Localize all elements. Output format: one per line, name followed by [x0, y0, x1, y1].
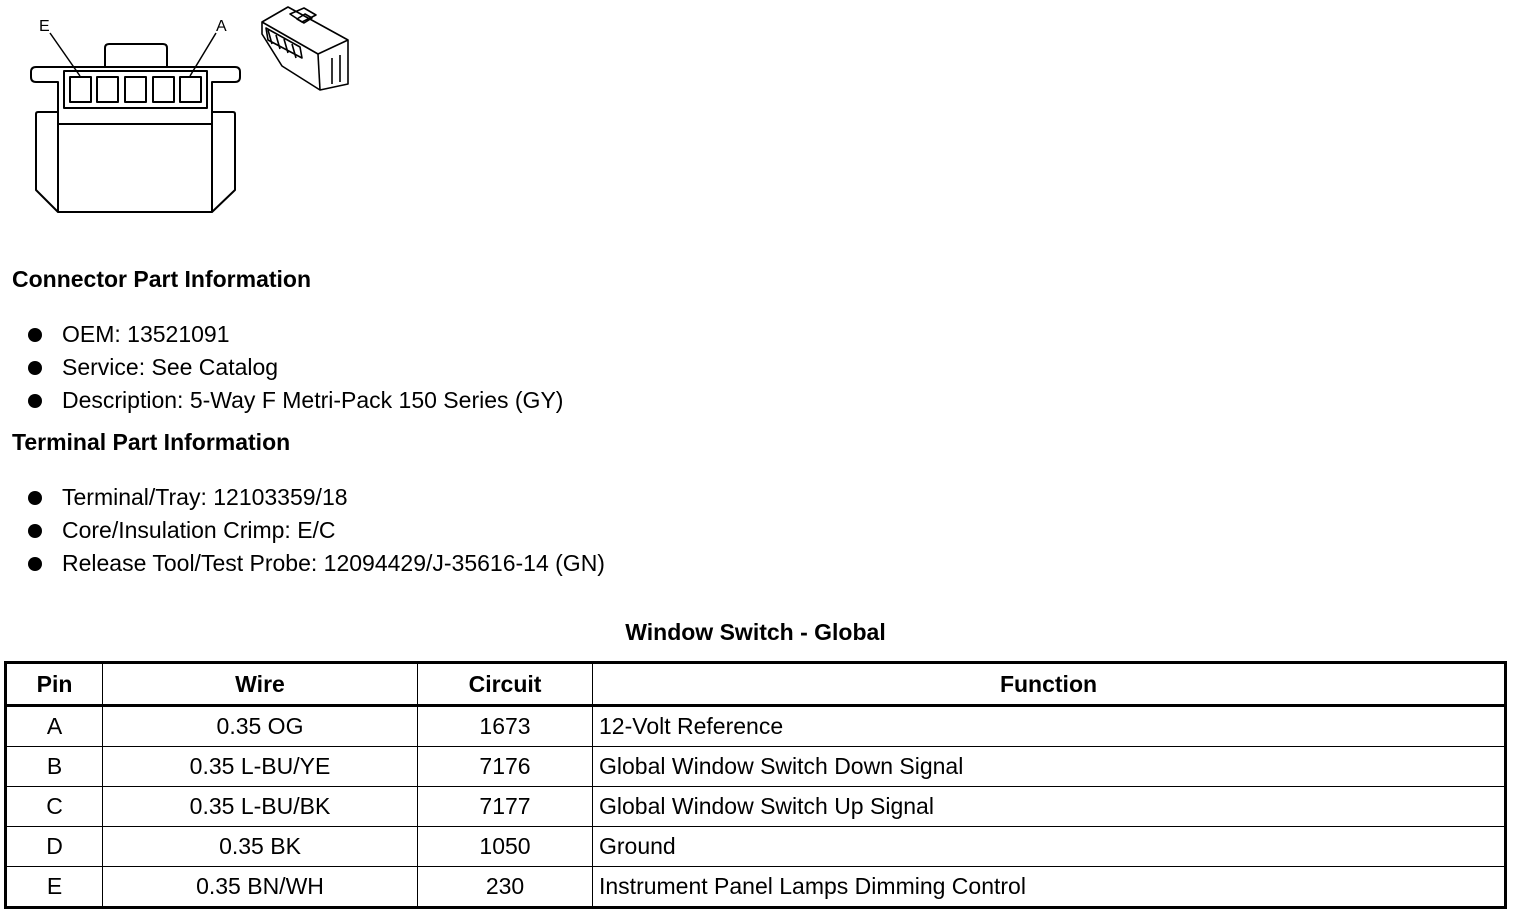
- connector-part-list: [28, 318, 563, 417]
- pin-cavity-d: [97, 77, 118, 102]
- connector-housing: [31, 67, 240, 212]
- cell-function: Instrument Panel Lamps Dimming Control: [593, 867, 1506, 908]
- list-item: [28, 384, 563, 417]
- cell-circuit: 230: [418, 867, 593, 908]
- cell-circuit: 1050: [418, 827, 593, 867]
- terminal-tray-text: Terminal/Tray: 12103359/18: [62, 484, 348, 510]
- pin-label-e: E: [39, 18, 50, 35]
- connector-part-information-heading: Connector Part Information: [12, 266, 312, 292]
- list-item: [28, 318, 563, 351]
- header-pin: Pin: [6, 663, 103, 706]
- list-item: [28, 514, 605, 547]
- table-title: Window Switch - Global: [625, 619, 886, 645]
- terminal-part-list: [28, 481, 605, 580]
- pin-cavity-b: [153, 77, 174, 102]
- cell-circuit: 7176: [418, 747, 593, 787]
- cell-function: 12-Volt Reference: [593, 706, 1506, 747]
- cell-pin: C: [6, 787, 103, 827]
- leader-line-e: [50, 33, 80, 76]
- leader-line-a: [190, 33, 216, 76]
- pinout-table: [4, 661, 1507, 909]
- bullet-icon: [28, 557, 42, 571]
- cell-wire: 0.35 BK: [103, 827, 418, 867]
- cell-wire: 0.35 OG: [103, 706, 418, 747]
- bullet-icon: [28, 394, 42, 408]
- cell-function: Global Window Switch Down Signal: [593, 747, 1506, 787]
- bullet-icon: [28, 524, 42, 538]
- pin-label-a: A: [216, 18, 227, 35]
- release-tool-text: Release Tool/Test Probe: 12094429/J-35616-14 (GN): [62, 550, 605, 576]
- table-row: [6, 747, 1506, 787]
- crimp-text: Core/Insulation Crimp: E/C: [62, 517, 336, 543]
- table-row: [6, 787, 1506, 827]
- connector-face-drawing: [0, 0, 360, 225]
- cell-pin: B: [6, 747, 103, 787]
- table-row: [6, 706, 1506, 747]
- list-item: [28, 481, 605, 514]
- terminal-part-information-heading: Terminal Part Information: [12, 429, 291, 455]
- oem-part-text: OEM: 13521091: [62, 321, 230, 347]
- bullet-icon: [28, 328, 42, 342]
- table-row: [6, 827, 1506, 867]
- description-text: Description: 5-Way F Metri-Pack 150 Series (GY): [62, 387, 564, 413]
- cell-pin: A: [6, 706, 103, 747]
- cell-circuit: 7177: [418, 787, 593, 827]
- cell-function: Global Window Switch Up Signal: [593, 787, 1506, 827]
- list-item: [28, 351, 563, 384]
- table-row: [6, 867, 1506, 908]
- connector-lock-tab: [105, 44, 167, 67]
- header-function: Function: [593, 663, 1506, 706]
- header-wire: Wire: [103, 663, 418, 706]
- bullet-icon: [28, 361, 42, 375]
- cell-circuit: 1673: [418, 706, 593, 747]
- bullet-icon: [28, 491, 42, 505]
- cell-wire: 0.35 L-BU/YE: [103, 747, 418, 787]
- pin-cavity-c: [125, 77, 146, 102]
- list-item: [28, 547, 605, 580]
- service-part-text: Service: See Catalog: [62, 354, 279, 380]
- cell-pin: E: [6, 867, 103, 908]
- table-header-row: [6, 663, 1506, 706]
- pin-cavity-e: [70, 77, 91, 102]
- header-circuit: Circuit: [418, 663, 593, 706]
- cell-wire: 0.35 L-BU/BK: [103, 787, 418, 827]
- cell-pin: D: [6, 827, 103, 867]
- cell-function: Ground: [593, 827, 1506, 867]
- cell-wire: 0.35 BN/WH: [103, 867, 418, 908]
- pin-cavity-a: [180, 77, 201, 102]
- connector-iso-view: [262, 7, 348, 90]
